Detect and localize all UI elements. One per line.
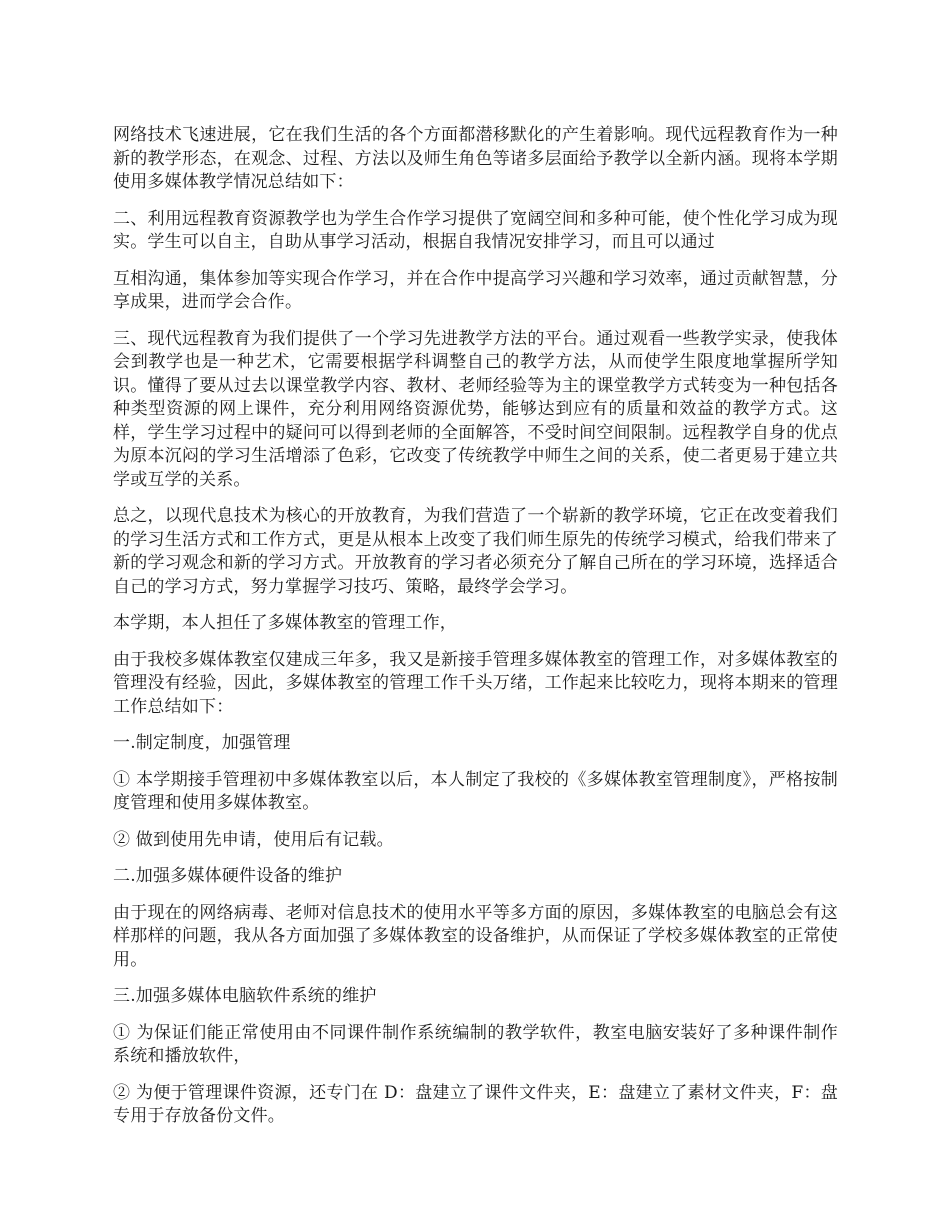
list-item-software-2: ② 为便于管理课件资源，还专门在 D：盘建立了课件文件夹，E：盘建立了素材文件夹，F：盘专用于存放备份文件。 <box>113 1082 838 1126</box>
paragraph-summary: 总之，以现代息技术为核心的开放教育，为我们营造了一个崭新的教学环境，它正在改变着我们的学习生活方式和工作方式，更是从根本上改变了我们师生原先的传统学习模式，给我们带来了新的学习观念和新的学习方式。开放教育的学习者必须充分了解自己所在的学习环境，选择适合自己的学习方式，努力掌握学习技巧、策略，最终学会学习。 <box>113 506 838 597</box>
heading-hardware: 二.加强多媒体硬件设备的维护 <box>113 866 343 886</box>
paragraph-management-intro: 由于我校多媒体教室仅建成三年多，我又是新接手管理多媒体教室的管理工作，对多媒体教室的管理没有经验，因此，多媒体教室的管理工作千头万绪，工作起来比较吃力，现将本期来的管理工作总结如下： <box>113 649 838 717</box>
paragraph-section-2: 二、利用远程教育资源教学也为学生合作学习提供了宽阔空间和多种可能，使个性化学习成为现实。学生可以自主，自助从事学习活动，根据自我情况安排学习，而且可以通过 <box>113 208 838 252</box>
paragraph-section-2-continued: 互相沟通，集体参加等实现合作学习，并在合作中提高学习兴趣和学习效率，通过贡献智慧，分享成果，进而学会合作。 <box>113 268 838 312</box>
heading-software: 三.加强多媒体电脑软件系统的维护 <box>113 986 377 1006</box>
list-item-software-1: ① 为保证们能正常使用由不同课件制作系统编制的教学软件，教室电脑安装好了多种课件制作系统和播放软件， <box>113 1022 838 1066</box>
list-item-rules-2: ② 做到使用先申请，使用后有记载。 <box>113 829 394 850</box>
paragraph-section-3: 三、现代远程教育为我们提供了一个学习先进教学方法的平台。通过观看一些教学实录，使我体会到教学也是一种艺术，它需要根据学科调整自己的教学方法，从而使学生限度地掌握所学知识。懂得了要从过去以课堂教学内容、教材、老师经验等为主的课堂教学方式转变为一种包括各种类型资源的网上课件，充分利用网络资源优势，能够达到应有的质量和效益的教学方式。这样，学生学习过程中的疑问可以得到老师的全面解答，不受时间空间限制。远程教学自身的优点为原本沉闷的学习生活增添了色彩，它改变了传统教学中师生之间的关系，使二者更易于建立共学或互学的关系。 <box>113 328 838 490</box>
paragraph-semester-role: 本学期，本人担任了多媒体教室的管理工作， <box>113 613 457 633</box>
list-item-rules-1: ① 本学期接手管理初中多媒体教室以后，本人制定了我校的《多媒体教室管理制度》，严格按制度管理和使用多媒体教室。 <box>113 769 838 813</box>
paragraph-intro: 网络技术飞速进展，它在我们生活的各个方面都潜移默化的产生着影响。现代远程教育作为一种新的教学形态，在观念、过程、方法以及师生角色等诸多层面给予教学以全新内涵。现将本学期使用多媒体教学情况总结如下： <box>113 125 838 192</box>
paragraph-hardware: 由于现在的网络病毒、老师对信息技术的使用水平等多方面的原因，多媒体教室的电脑总会有这样那样的问题，我从各方面加强了多媒体教室的设备维护，从而保证了学校多媒体教室的正常使用。 <box>113 902 838 970</box>
heading-rules: 一.制定制度，加强管理 <box>113 733 291 753</box>
